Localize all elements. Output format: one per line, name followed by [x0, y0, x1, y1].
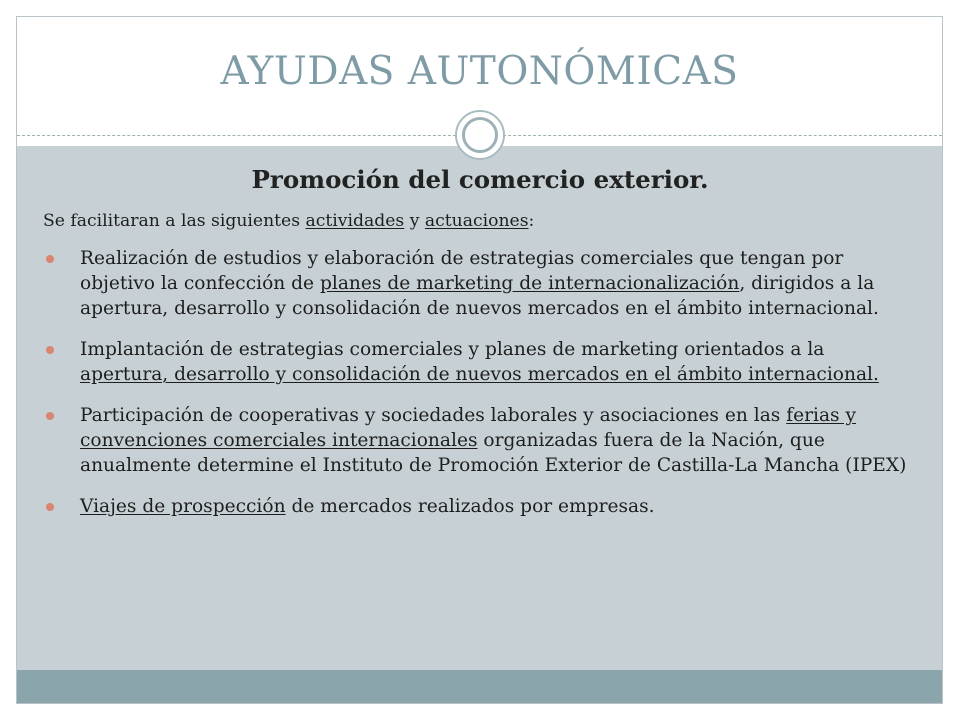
bullet-underlined-text: planes de marketing de internacionalización: [319, 273, 740, 294]
bullet-text: Participación de cooperativas y sociedades laborales y asociaciones en las: [80, 405, 787, 426]
bullet-dot-icon: [46, 412, 54, 420]
bullet-dot-icon: [46, 503, 54, 511]
bullet-dot-icon: [46, 255, 54, 263]
intro-underlined-activities: actividades: [305, 211, 405, 231]
slide-subtitle: Promoción del comercio exterior.: [251, 165, 709, 194]
intro-text-part: :: [528, 211, 535, 231]
bullet-underlined-text: ferias y convenciones comerciales internacionales: [80, 405, 856, 451]
circle-ornament-icon: [455, 110, 505, 160]
bullet-item: [43, 494, 913, 519]
circle-ornament-inner: [462, 117, 498, 153]
bullet-item: [43, 337, 913, 387]
footer-bar: [17, 670, 942, 703]
bullet-text: organizadas fuera de la Nación, que anualmente determine el Instituto de Promoción Exterior de Castilla-La Mancha (IPEX): [80, 430, 907, 476]
bullet-item: [43, 403, 913, 478]
bullet-list: [43, 246, 913, 535]
bullet-underlined-text: apertura, desarrollo y consolidación de nuevos mercados en el ámbito internacional.: [80, 364, 879, 385]
intro-text-part: Se facilitaran a las siguientes: [43, 211, 306, 231]
bullet-text: , dirigidos a la apertura, desarrollo y consolidación de nuevos mercados en el ámbito internacional.: [80, 273, 879, 319]
bullet-item: [43, 246, 913, 321]
bullet-dot-icon: [46, 346, 54, 354]
slide-title: AYUDAS AUTONÓMICAS: [220, 49, 739, 94]
intro-text-part: y: [404, 211, 425, 231]
bullet-text: Realización de estudios y elaboración de estrategias comerciales que tengan por objetivo la confección de: [80, 248, 844, 294]
intro-text: [43, 211, 534, 231]
bullet-text: de mercados realizados por empresas.: [285, 496, 655, 517]
intro-underlined-actions: actuaciones: [424, 211, 529, 231]
bullet-text: Implantación de estrategias comerciales y planes de marketing orientados a la: [80, 339, 825, 360]
bullet-underlined-text: Viajes de prospección: [80, 496, 286, 517]
